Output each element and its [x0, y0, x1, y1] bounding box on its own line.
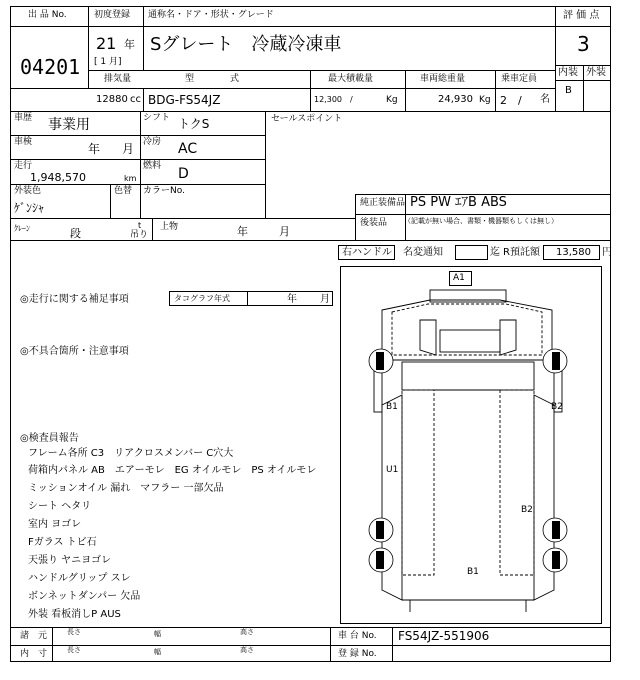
crane-hang-label: 吊り	[130, 230, 149, 240]
max-load-value: 12,300 /	[314, 95, 353, 104]
max-load-unit: Kg	[386, 95, 398, 105]
inner-length-label: 長さ	[67, 646, 81, 654]
truck-diagram	[374, 290, 562, 612]
mileage-label: 走行	[14, 161, 33, 171]
damage-mark-b2-right: B2	[551, 402, 563, 412]
damage-mark-b2-body: B2	[521, 505, 533, 515]
inspector-report-heading: ◎検査員報告	[20, 433, 79, 444]
chassis-number-label: 車 台 No.	[338, 631, 377, 641]
aftermarket-note: （記載が無い場合、書類・機器類もしくは無し）	[404, 217, 558, 225]
defects-heading: ◎不具合箇所・注意事項	[20, 346, 129, 357]
gross-weight-label: 車両総重量	[420, 74, 466, 84]
shift-value: トクS	[178, 117, 210, 131]
report-line: 室内 ヨゴレ	[28, 519, 82, 530]
driving-notes-heading: ◎走行に関する補足事項	[20, 294, 129, 305]
model-code-label: 型 式	[185, 74, 240, 84]
lot-number: 04201	[20, 55, 81, 79]
displacement-label: 排気量	[104, 74, 132, 84]
name-change-label: 名変通知	[403, 247, 443, 258]
registration-number-label: 登 録 No.	[338, 649, 377, 659]
displacement-unit: cc	[130, 94, 141, 105]
inner-height-label: 高さ	[240, 646, 254, 654]
report-line: ハンドルグリップ スレ	[28, 573, 131, 584]
first-registration-label: 初度登録	[94, 10, 131, 20]
exterior-color-value: ｹﾞﾝｼｬ	[14, 201, 45, 215]
report-line: シート ヘタリ	[28, 501, 92, 512]
fuel-value: D	[178, 166, 189, 182]
ac-label: 冷房	[143, 137, 162, 147]
report-line: 荷箱内パネル AB エアーモレ EG オイルモレ PS オイルモレ	[28, 465, 317, 476]
report-line: Fガラス トビ石	[28, 537, 97, 548]
shift-label: シフト	[143, 113, 171, 123]
vehicle-name-label: 通称名・ドア・形状・グレード	[148, 10, 274, 20]
crane-ton-label: t	[138, 221, 142, 230]
damage-mark-u1: U1	[386, 465, 399, 475]
interior-grade: B	[565, 85, 572, 96]
width-label: 幅	[154, 630, 161, 638]
recycle-deposit-label: R預託額	[503, 247, 540, 258]
model-name: Sグレート 冷蔵冷凍車	[150, 34, 342, 55]
inner-width-label: 幅	[154, 648, 161, 656]
chassis-number: FS54JZ-551906	[398, 629, 490, 643]
recycle-deposit-unit: 円	[602, 247, 612, 258]
capacity-value: 2 /	[500, 94, 522, 107]
report-line: 天張り ヤニヨゴレ	[28, 555, 112, 566]
color-change-label: 色替	[114, 186, 133, 196]
mileage-value: 1,948,570	[30, 171, 86, 184]
report-line: フレーム各所 C3 リアクロスメンバー C穴大	[28, 448, 234, 459]
tachograph-label: タコグラフ年式	[174, 294, 230, 303]
dimensions-label: 諸 元	[20, 631, 48, 641]
history-value: 事業用	[48, 117, 90, 133]
gross-weight-value: 24,930	[438, 94, 473, 105]
recycle-deposit-value: 13,580	[556, 247, 591, 258]
height-label: 高さ	[240, 628, 254, 636]
top-structure-month: 月	[279, 225, 290, 238]
history-label: 車歴	[14, 113, 33, 123]
registration-month: [ 1 月]	[94, 57, 122, 67]
standard-equipment-value: PS PW ｴｱB ABS	[410, 195, 507, 210]
fuel-label: 燃料	[143, 161, 162, 171]
top-structure-year: 年	[237, 225, 248, 238]
grade-label: 評 価 点	[563, 10, 600, 21]
damage-mark-b1-rear: B1	[467, 567, 479, 577]
damage-mark-a1: A1	[453, 273, 465, 283]
model-code: BDG-FS54JZ	[148, 93, 221, 107]
inspection-month: 月	[122, 142, 135, 156]
mileage-unit: km	[124, 174, 137, 183]
steering-side: 右ハンドル	[342, 247, 392, 258]
length-label: 長さ	[67, 628, 81, 636]
sales-point-label: セールスポイント	[271, 114, 343, 124]
inspection-label: 車検	[14, 137, 33, 147]
overall-grade: 3	[577, 32, 590, 56]
registration-year: 21	[96, 34, 117, 53]
capacity-unit: 名	[540, 94, 550, 105]
report-line: 外装 看板消しP AUS	[28, 609, 121, 620]
top-structure-label: 上物	[160, 222, 179, 232]
standard-equipment-label: 純正装備品	[360, 198, 406, 208]
crane-stage-label: 段	[70, 227, 81, 240]
tachograph-month: 月	[320, 294, 330, 305]
color-number-label: カラーNo.	[143, 186, 185, 196]
report-line: ミッションオイル 漏れ マフラー 一部欠品	[28, 483, 224, 494]
inner-dimensions-label: 内 寸	[20, 649, 48, 659]
deadline-label: 迄	[490, 247, 500, 258]
damage-mark-b1-left: B1	[386, 402, 398, 412]
year-unit: 年	[124, 38, 135, 51]
tachograph-year: 年	[287, 294, 297, 305]
displacement-value: 12880	[96, 94, 128, 105]
max-load-label: 最大積載量	[328, 74, 374, 84]
aftermarket-label: 後装品	[360, 218, 388, 228]
inspection-year: 年	[88, 142, 101, 156]
ac-value: AC	[178, 141, 198, 157]
gross-weight-unit: Kg	[479, 95, 491, 105]
capacity-label: 乗車定員	[501, 74, 538, 84]
exterior-color-label: 外装色	[14, 186, 42, 196]
crane-label: ｸﾚｰﾝ	[14, 224, 30, 233]
lot-number-label: 出 品 No.	[28, 10, 67, 20]
report-line: ボンネットダンパー 欠品	[28, 591, 141, 602]
interior-grade-label: 内装	[558, 67, 578, 78]
exterior-grade-label: 外装	[586, 67, 606, 78]
